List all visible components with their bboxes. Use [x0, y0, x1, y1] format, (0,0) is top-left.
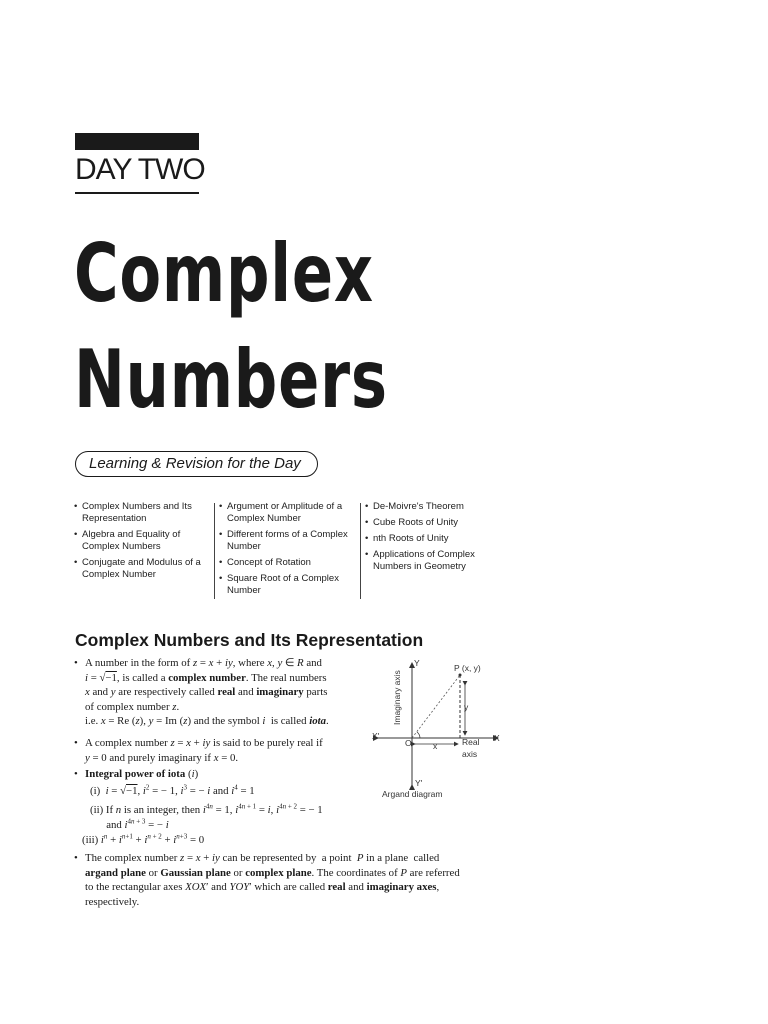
diagram-caption: Argand diagram: [382, 789, 443, 799]
paragraph-argand-plane: • The complex number z = x + iy can be represented by a point P in a plane called argand plane or Gaussian plane or complex plane. The coordinates of P are referred to the rectangular axes XOX′ and YOY′ which are called real and imaginary axes, respectively.: [74, 852, 460, 908]
paragraph-powers-of-iota-i: (i) i = √−1, $i^2$ = − 1, $i^3$ = − i and $i^4 = 1$: [90, 783, 255, 797]
column-divider: [360, 503, 361, 599]
topic-column-3: [365, 501, 493, 577]
origin-label: O: [405, 738, 412, 748]
paragraph-powers-of-iota-ii: (ii) If n is an integer, then $i^{4n} = 1$, $i^{4n + 1} = i$, $i^{4n + 2}$ = − 1 and $i^{4n + 3}$ = − i: [90, 802, 323, 831]
topic-item: • Conjugate and Modulus of a Complex Number: [74, 557, 206, 581]
topic-column-2: [219, 501, 359, 601]
real-axis-caption: Real: [462, 737, 480, 747]
chapter-title-line1: Complex: [74, 227, 374, 320]
topic-item: • Cube Roots of Unity: [365, 517, 493, 529]
learning-banner-label: Learning & Revision for the Day: [89, 455, 301, 472]
x-axis-label: X: [494, 733, 500, 743]
op-dashed-line: [412, 675, 460, 738]
point-p-label: P (x, y): [454, 663, 481, 673]
header-rule: [75, 192, 199, 194]
paragraph-complex-number-definition: • A number in the form of z = x + iy, where x, y ∈ R and i = √−1, is called a complex number. The real numbers x and y are respectively called real and imaginary parts of complex number z. i.e. x = Re (z), y = Im (z) and the symbol i is called iota.: [74, 657, 329, 727]
paragraph-powers-of-iota-iii: (iii) $i^n + i^{n+1} + i^{n + 2} + i^{n+3} = 0$: [82, 832, 205, 846]
chapter-title-line2: Numbers: [74, 333, 388, 426]
topic-column-1: [74, 501, 206, 585]
imaginary-axis-caption: Imaginary axis: [392, 670, 402, 725]
real-axis-caption: axis: [462, 749, 478, 759]
topic-item: • De-Moivre's Theorem: [365, 501, 493, 513]
argand-diagram: [368, 655, 508, 805]
topic-item: • nth Roots of Unity: [365, 533, 493, 545]
x-prime-label: X': [372, 731, 380, 741]
day-label: DAY TWO: [75, 153, 205, 186]
topic-item: • Complex Numbers and Its Representation: [74, 501, 206, 525]
section-heading: Complex Numbers and Its Representation: [75, 630, 424, 650]
x-segment-label: x: [433, 741, 438, 751]
topic-item: • Concept of Rotation: [219, 557, 359, 569]
topic-item: • Applications of Complex Numbers in Geometry: [365, 549, 493, 573]
paragraph-integral-power-heading: • Integral power of iota (i): [74, 768, 199, 780]
topic-item: • Algebra and Equality of Complex Numbers: [74, 529, 206, 553]
point-p: [459, 674, 462, 677]
angle-arc: [417, 732, 420, 738]
paragraph-purely-real: • A complex number z = x + iy is said to be purely real if y = 0 and purely imaginary if x = 0.: [74, 737, 323, 764]
y-prime-label: Y': [415, 778, 423, 788]
topic-item: • Argument or Amplitude of a Complex Number: [219, 501, 359, 525]
y-segment-label: y: [464, 702, 469, 712]
topic-item: • Different forms of a Complex Number: [219, 529, 359, 553]
column-divider: [214, 503, 215, 599]
y-axis-label: Y: [414, 658, 420, 668]
header-bar: [75, 133, 199, 150]
topic-item: • Square Root of a Complex Number: [219, 573, 359, 597]
